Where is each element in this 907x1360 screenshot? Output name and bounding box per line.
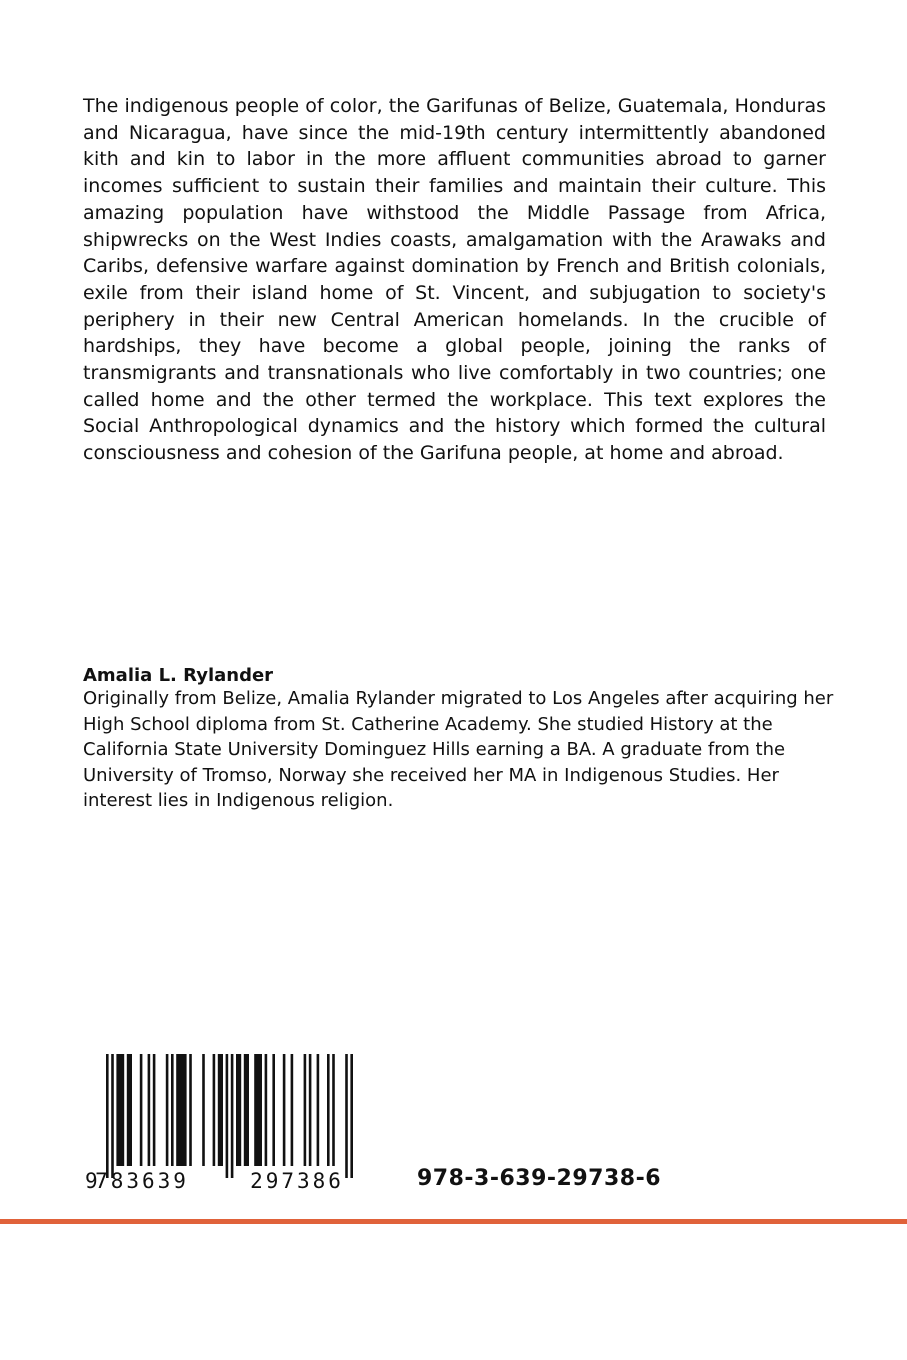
barcode-bar bbox=[283, 1054, 286, 1166]
barcode-right-digits: 297386 bbox=[250, 1169, 344, 1192]
barcode-bar bbox=[244, 1054, 249, 1166]
barcode-left-digits: 783639 bbox=[95, 1169, 189, 1192]
isbn-barcode bbox=[82, 1052, 367, 1192]
barcode-bar bbox=[202, 1054, 205, 1166]
bottom-accent-rule bbox=[0, 1219, 907, 1224]
barcode-bar bbox=[171, 1054, 174, 1166]
barcode-bar bbox=[218, 1054, 223, 1166]
barcode-guard-bar bbox=[350, 1054, 353, 1178]
barcode-guard-bar bbox=[111, 1054, 114, 1178]
barcode-bar bbox=[304, 1054, 307, 1166]
barcode-bar bbox=[166, 1054, 169, 1166]
barcode-bar bbox=[176, 1054, 186, 1166]
barcode-bar bbox=[236, 1054, 241, 1166]
barcode-guard-bar bbox=[106, 1054, 109, 1178]
barcode-bar bbox=[309, 1054, 312, 1166]
barcode-bar bbox=[140, 1054, 143, 1166]
barcode-bar bbox=[148, 1054, 151, 1166]
back-cover-blurb: The indigenous people of color, the Garifunas of Belize, Guatemala, Honduras and Nicaragua, have since the mid-19th century intermittently abandoned kith and kin to labor in the more affluent communities abroad to garner incomes sufficient to sustain their families and maintain their culture. This amazing population have withstood the Middle Passage from Africa, shipwrecks on the West Indies coasts, amalgamation with the Arawaks and Caribs, defensive warfare against domination by French and British colonials, exile from their island home of St. Vincent, and subjugation to society's periphery in their new Central American homelands. In the crucible of hardships, they have become a global people, joining the ranks of transmigrants and transnationals who live comfortably in two countries; one called home and the other termed the workplace. This text explores the Social Anthropological dynamics and the history which formed the cultural consciousness and cohesion of the Garifuna people, at home and abroad. bbox=[83, 95, 826, 465]
barcode-bar bbox=[254, 1054, 262, 1166]
barcode-bar bbox=[327, 1054, 330, 1166]
barcode-bar bbox=[127, 1054, 132, 1166]
barcode-bar bbox=[332, 1054, 335, 1166]
isbn-number: 978-3-639-29738-6 bbox=[417, 1166, 662, 1191]
barcode-bar bbox=[272, 1054, 275, 1166]
barcode-bar bbox=[116, 1054, 124, 1166]
barcode-bar bbox=[265, 1054, 268, 1166]
barcode-guard-bar bbox=[345, 1054, 348, 1178]
author-bio: Originally from Belize, Amalia Rylander migrated to Los Angeles after acquiring her High School diploma from St. Catherine Academy. She studied History at the California State University Dominguez Hills earning a BA. A graduate from the University of Tromso, Norway she received her MA in Indigenous Studies. Her interest lies in Indigenous religion. bbox=[83, 688, 834, 811]
barcode-bar bbox=[317, 1054, 320, 1166]
barcode-first-digit: 9 bbox=[85, 1169, 98, 1192]
barcode-graphic bbox=[82, 1052, 367, 1192]
barcode-guard-bar bbox=[226, 1054, 229, 1178]
barcode-bar bbox=[213, 1054, 216, 1166]
barcode-bar bbox=[291, 1054, 294, 1166]
barcode-bar bbox=[189, 1054, 192, 1166]
barcode-bar bbox=[153, 1054, 156, 1166]
barcode-guard-bar bbox=[231, 1054, 234, 1178]
author-name: Amalia L. Rylander bbox=[83, 665, 274, 686]
